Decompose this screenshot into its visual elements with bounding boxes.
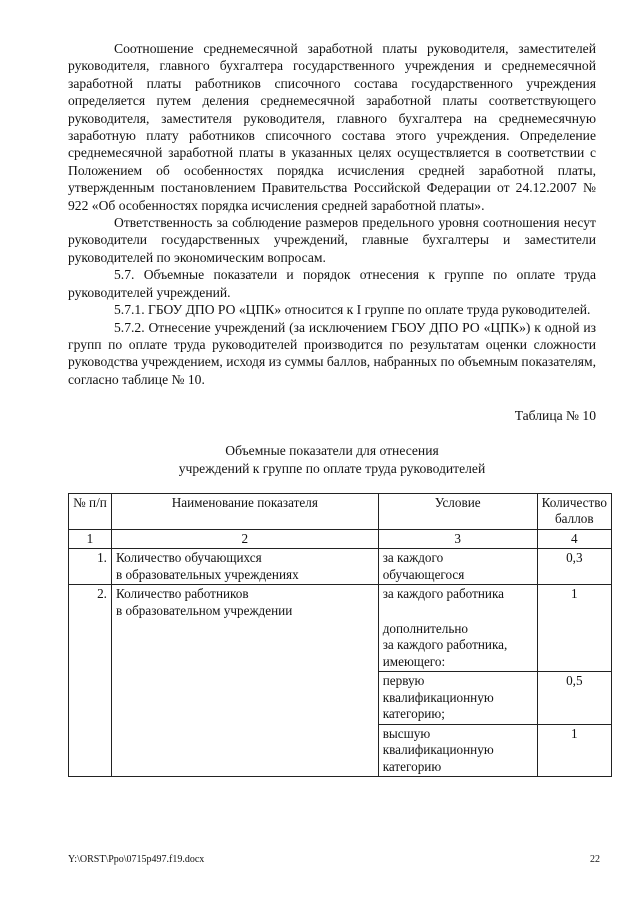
row-2-name-line-1: Количество работников <box>115 586 249 602</box>
col-number-1: 1 <box>69 529 112 549</box>
header-num: № п/п <box>69 493 112 529</box>
row-2-condition-additional <box>378 604 537 672</box>
col-number-4: 4 <box>537 529 611 549</box>
header-points: Количество баллов <box>537 493 611 529</box>
row-1-condition-line-1: за каждого <box>382 550 444 566</box>
header-condition: Условие <box>378 493 537 529</box>
col-number-2: 2 <box>111 529 378 549</box>
row-2-condition-additional-line-2: за каждого работника, <box>382 637 508 653</box>
paragraph-5-7-2: 5.7.2. Отнесение учреждений (за исключением ГБОУ ДПО РО «ЦПК») к одной из групп по оплате труда руководителей производится по результатам оценки сложности руководства учреждением, исходя из суммы баллов, набранных по объемным показателям, согласно таблице № 10. <box>68 319 596 387</box>
table-title-line-1: Объемные показатели для отнесения <box>225 443 439 459</box>
paragraph-responsibility: Ответственность за соблюдение размеров предельного уровня соотношения несут руководители государственных учреждений, главные бухгалтеры и заместители руководителей по экономическим вопросам. <box>68 215 596 265</box>
row-2-points-additional <box>537 604 611 672</box>
row-1-num: 1. <box>69 549 112 585</box>
row-1-condition <box>378 549 537 585</box>
header-name: Наименование показателя <box>111 493 378 529</box>
table-title <box>68 442 596 477</box>
document-body <box>68 40 607 777</box>
row-1-name-line-1: Количество обучающихся <box>115 550 262 566</box>
row-2-points-each: 1 <box>537 585 611 604</box>
row-2-condition-additional-line-1: дополнительно <box>382 620 469 636</box>
table-row <box>69 585 612 604</box>
table-title-line-2: учреждений к группе по оплате труда руководителей <box>178 460 486 476</box>
row-2-num: 2. <box>69 585 112 777</box>
page-number: 22 <box>590 854 600 865</box>
row-2-points-highest-category: 1 <box>537 724 611 777</box>
row-1-name-line-2: в образовательных учреждениях <box>115 566 299 582</box>
volume-indicators-table <box>68 493 612 778</box>
table-row <box>69 549 612 585</box>
paragraph-ratio: Соотношение среднемесячной заработной платы руководителя, заместителей руководителя, главного бухгалтера государственного учреждения и среднемесячной заработной платы работников списочного состава государственного учреждения определяется путем деления среднемесячной заработной платы соответствующего руководителя, заместителя руководителя, главного бухгалтера на среднемесячную заработную плату работников списочного состава этого учреждения. Определение среднемесячной заработной платы в указанных целях осуществляется в соответствии с Положением об особенностях порядка исчисления средней заработной платы, утвержденным постановлением Правительства Российской Федерации от 24.12.2007 № 922 «Об особенностях порядка исчисления средней заработной платы». <box>68 41 596 213</box>
row-2-points-first-category: 0,5 <box>537 672 611 725</box>
row-2-condition-first-category: первую квалификационную категорию; <box>378 672 537 725</box>
row-2-name-line-2: в образовательном учреждении <box>115 602 293 618</box>
table-header-row <box>69 493 612 529</box>
file-path: Y:\ORST\Ppo\0715p497.f19.docx <box>68 854 205 865</box>
row-1-points: 0,3 <box>537 549 611 585</box>
page-footer <box>68 854 600 865</box>
row-2-name <box>111 585 378 777</box>
row-2-condition-additional-line-3: имеющего: <box>382 653 446 669</box>
paragraph-5-7-1: 5.7.1. ГБОУ ДПО РО «ЦПК» относится к I группе по оплате труда руководителей. <box>114 302 591 318</box>
row-2-condition-highest-category: высшую квалификационную категорию <box>378 724 537 777</box>
column-number-row <box>69 529 612 549</box>
row-2-condition-each: за каждого работника <box>378 585 537 604</box>
table-label: Таблица № 10 <box>514 408 596 424</box>
row-1-name <box>111 549 378 585</box>
col-number-3: 3 <box>378 529 537 549</box>
row-1-condition-line-2: обучающегося <box>382 566 465 582</box>
paragraph-5-7: 5.7. Объемные показатели и порядок отнесения к группе по оплате труда руководителей учреждений. <box>68 267 596 300</box>
